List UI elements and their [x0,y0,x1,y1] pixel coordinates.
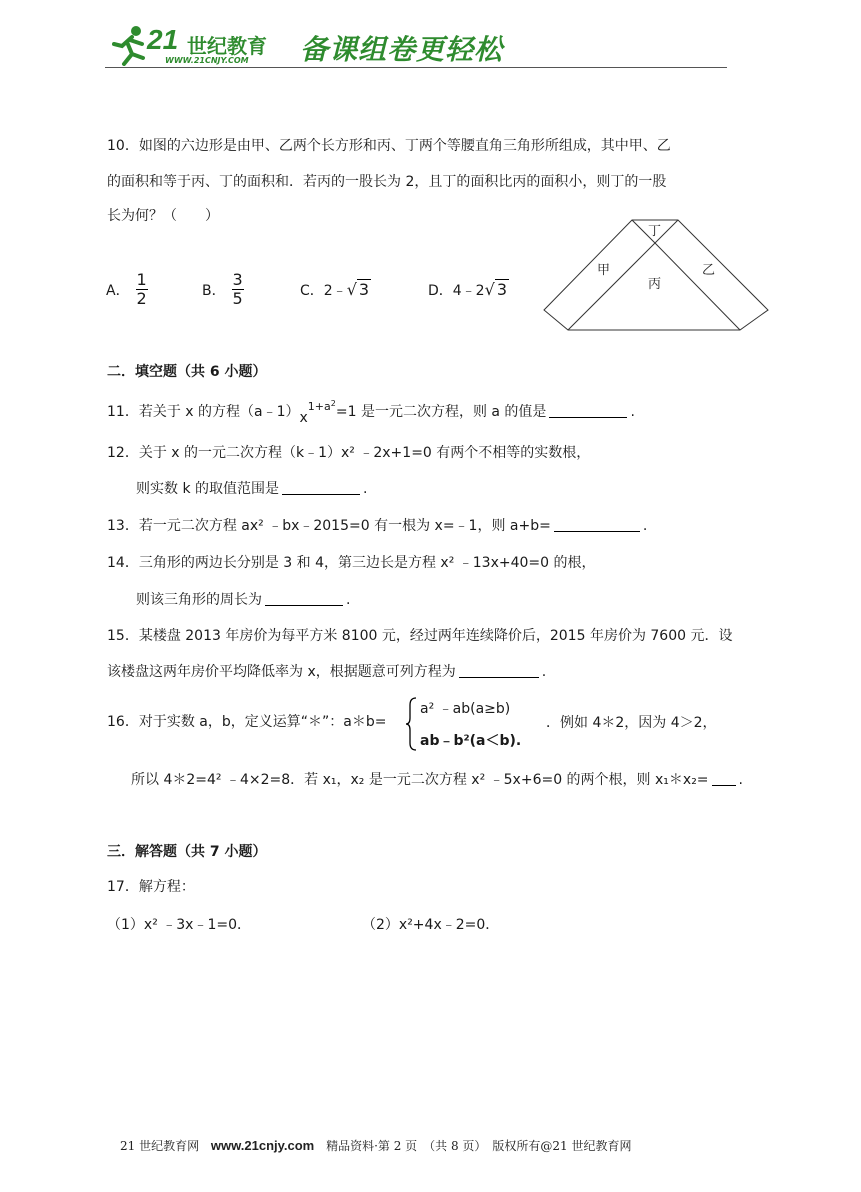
q10-option-c: C．2﹣√ 3 [300,280,370,299]
q12-line-2: 则实数 k 的取值范围是 . [136,481,368,497]
header-rule [105,67,727,68]
hexagon-figure [540,216,772,336]
runner-logo-icon [110,24,150,66]
logo-name: 世纪教育 [187,34,267,58]
section-3-heading: 三．解答题（共 7 小题） [107,844,267,860]
footer-left: 21 世纪教育网 [120,1139,200,1153]
q10-line-1: 10．如图的六边形是由甲、乙两个长方形和丙、丁两个等腰直角三角形所组成，其中甲、乙 [107,138,671,154]
label-ding: 丁 [648,224,662,239]
footer-site[interactable]: www.21cnjy.com [210,1138,315,1153]
q17-title: 17．解方程： [107,879,195,895]
q10-option-b: B． $\frac{3}{5}$ [202,270,243,308]
q16-line-1-end: ．例如 4＊2，因为 4＞2， [546,715,717,731]
q14-line-1: 14．三角形的两边长分别是 3 和 4，第三边长是方程 x² ﹣13x+40=0 的根， [107,555,596,571]
q13: 13．若一元二次方程 ax² ﹣bx﹣2015=0 有一根为 x=﹣1，则 a+b= . [107,518,648,534]
q11: 11．若关于 x 的方程$(a﹣1)x^{1+a^2}=1$ 是一元二次方程，则 a 的值是 . [107,399,635,426]
q17-part-1: （1）x² ﹣3x﹣1=0． [107,917,251,933]
footer-right: 精品资料·第 2 页 （共 8 页） 版权所有@21 世纪教育网 [326,1139,632,1153]
q15-line-2: 该楼盘这两年房价平均降低率为 x，根据题意可列方程为 . [107,664,547,680]
label-jia: 甲 [597,263,611,278]
q10-line-2: 的面积和等于丙、丁的面积和．若丙的一股长为 2，且丁的面积比丙的面积小，则丁的一股 [107,174,667,190]
q15-line-1: 15．某楼盘 2013 年房价为每平方米 8100 元，经过两年连续降价后，2015 年房价为 7600 元．设 [107,628,733,644]
piecewise-case-1: a² ﹣ab(a≥b) [420,701,511,717]
q14-line-2: 则该三角形的周长为 . [136,592,351,608]
logo-number: 21 [147,24,179,55]
q10-option-a: A． $\frac{1}{2}$ [106,270,147,308]
section-2-heading: 二．填空题（共 6 小题） [107,364,267,380]
label-bing: 丙 [648,277,662,292]
q17-part-2: （2）x²+4x﹣2=0． [362,917,500,933]
piecewise-brace [405,697,417,751]
page-header [105,22,727,72]
logo-url: WWW.21CNJY.COM [165,56,249,65]
q16-line-2: 所以 4＊2=4² ﹣4×2=8．若 x₁，x₂ 是一元二次方程 x² ﹣5x+6=0 的两个根，则 x₁＊x₂= . [131,772,743,788]
q16-line-1: 16．对于实数 a，b，定义运算“＊”：a＊b= [107,714,387,730]
q10-line-3: 长为何？（ ） [107,208,219,224]
header-slogan: 备课组卷更轻松 [300,33,504,66]
q12-line-1: 12．关于 x 的一元二次方程（k﹣1）x² ﹣2x+1=0 有两个不相等的实数根， [107,445,591,461]
page-footer [120,1137,632,1154]
q10-option-d: D．4﹣2√ 3 [428,280,507,299]
label-yi: 乙 [702,263,716,278]
piecewise-case-2: ab﹣b²(a＜b). [420,733,522,749]
